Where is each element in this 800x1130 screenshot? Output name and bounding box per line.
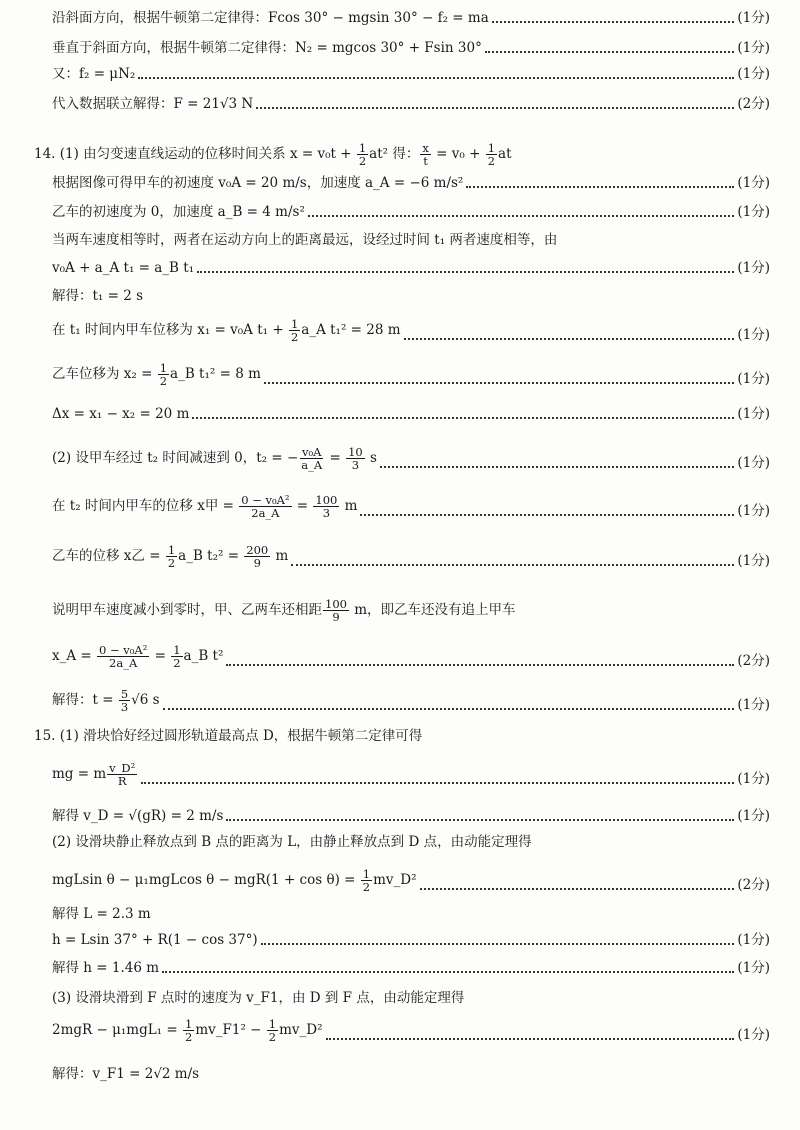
fraction-numerator: 1 (487, 141, 496, 155)
equation-text: 乙车位移为 x₂ = (52, 366, 157, 382)
dotted-leader (226, 819, 734, 821)
equation-text: √6 s (131, 692, 160, 708)
equation-text: mv_D² (279, 1022, 323, 1038)
line-text (34, 142, 512, 167)
line-text (52, 1018, 323, 1043)
score-label: (1分) (737, 771, 770, 787)
fraction (420, 142, 431, 167)
score-label: (1分) (737, 40, 770, 56)
equation-text: Δx = x₁ − x₂ = 20 m (52, 406, 190, 422)
line-text (52, 598, 516, 623)
fraction-denominator: 2 (159, 374, 168, 388)
score-label: (1分) (737, 503, 770, 519)
line-text (52, 66, 135, 82)
fraction (171, 644, 182, 669)
line-text (52, 834, 532, 850)
equation-text: m (340, 498, 358, 514)
line-text (52, 762, 138, 787)
score-label: (1分) (737, 327, 770, 343)
fraction (486, 142, 497, 167)
line-text (52, 644, 223, 669)
equation-text: 解得 h = 1.46 m (52, 960, 160, 976)
fraction-denominator: 2 (358, 154, 367, 168)
line-text (52, 175, 463, 191)
solution-line (0, 762, 800, 787)
score-label: (1分) (737, 66, 770, 82)
equation-text: 解得：t = (52, 692, 118, 708)
dotted-leader (197, 271, 734, 273)
fraction (244, 544, 270, 569)
equation-text: mgLsin θ − μ₁mgLcos θ − mgR(1 + cos θ) = (52, 872, 360, 888)
equation-text: a_B t₁² = 8 m (170, 366, 261, 382)
equation-text: 说明甲车速度减小到零时，甲、乙两车还相距 (52, 602, 322, 618)
dotted-leader (192, 417, 734, 419)
fraction (158, 362, 169, 387)
equation-text: 根据图像可得甲车的初速度 v₀A = 20 m/s，加速度 a_A = −6 m/s² (52, 175, 464, 191)
line-text (34, 728, 422, 744)
fraction-denominator: 2 (173, 656, 181, 670)
fraction-denominator: 3 (351, 458, 360, 472)
equation-text: m，即乙车还没有追上甲车 (349, 602, 516, 618)
score-label: (1分) (737, 932, 770, 948)
dotted-leader (360, 514, 734, 516)
fraction-denominator: R (117, 774, 127, 788)
line-text (52, 204, 305, 220)
fraction-denominator: a_A (301, 458, 323, 472)
dotted-leader (420, 888, 735, 890)
fraction-numerator: 1 (167, 543, 176, 557)
line-text (52, 688, 160, 713)
fraction-numerator: 100 (315, 493, 338, 507)
score-label: (1分) (737, 960, 770, 976)
score-label: (1分) (737, 10, 770, 26)
solution-line (0, 288, 800, 304)
line-text (52, 232, 557, 248)
fraction-denominator: 2 (268, 1030, 277, 1044)
line-text (52, 1066, 199, 1082)
equation-text: h = Lsin 37° + R(1 − cos 37°) (52, 932, 258, 948)
fraction-numerator: 1 (290, 317, 299, 331)
equation-text: 乙车的位移 x乙 = (52, 548, 165, 564)
fraction-numerator: 1 (268, 1017, 277, 1031)
line-text (52, 318, 401, 343)
score-label: (1分) (737, 406, 770, 422)
fraction (313, 494, 339, 519)
fraction-denominator: t (423, 154, 428, 168)
fraction-denominator: 2 (487, 154, 496, 168)
dotted-leader (162, 971, 734, 973)
dotted-leader (141, 782, 734, 784)
solution-line (0, 318, 800, 343)
fraction (239, 494, 291, 519)
equation-text: a_B t₂² = (178, 548, 244, 564)
fraction (289, 318, 300, 343)
line-text (52, 990, 464, 1006)
fraction-denominator: 3 (120, 700, 129, 714)
equation-text: 在 t₁ 时间内甲车位移为 x₁ = v₀A t₁ + (52, 322, 288, 338)
solution-line (0, 142, 800, 167)
fraction-numerator: 1 (173, 643, 181, 657)
dotted-leader (485, 51, 735, 53)
equation-text: (2) 设甲车经过 t₂ 时间减速到 0，t₂ = − (52, 450, 299, 466)
equation-text: s (365, 450, 377, 466)
solution-line (0, 1018, 800, 1043)
fraction-numerator: 0 − v₀A² (241, 493, 290, 507)
score-label: (1分) (737, 175, 770, 191)
fraction-denominator: 2 (167, 556, 176, 570)
solution-line (0, 40, 800, 56)
dotted-leader (492, 21, 735, 23)
solution-line (0, 990, 800, 1006)
dotted-leader (226, 664, 734, 666)
fraction-numerator: v₀A (302, 445, 322, 459)
equation-text: at² 得： (369, 146, 420, 162)
line-text (52, 362, 261, 387)
solution-line (0, 1066, 800, 1082)
score-label: (1分) (737, 1027, 770, 1043)
equation-text: mv_F1² − (195, 1022, 266, 1038)
solution-line (0, 494, 800, 519)
equation-text: (3) 设滑块滑到 F 点时的速度为 v_F1，由 D 到 F 点，由动能定理得 (52, 990, 465, 1006)
solution-line (0, 232, 800, 248)
line-text (52, 544, 288, 569)
solution-line (0, 868, 800, 893)
line-text (52, 906, 151, 922)
line-text (52, 868, 417, 893)
equation-text: 解得：t₁ = 2 s (52, 288, 144, 304)
fraction-denominator: 2 (290, 330, 299, 344)
fraction (166, 544, 177, 569)
dotted-leader (138, 77, 734, 79)
solution-line (0, 644, 800, 669)
fraction-numerator: x (422, 141, 429, 155)
solution-line (0, 175, 800, 191)
solution-line (0, 10, 800, 26)
solution-line (0, 598, 800, 623)
solution-line (0, 260, 800, 276)
equation-text: 解得 L = 2.3 m (52, 906, 151, 922)
line-text (52, 494, 357, 519)
solution-line (0, 406, 800, 422)
score-label: (1分) (737, 697, 770, 713)
equation-text: mv_D² (373, 872, 417, 888)
fraction-numerator: 100 (325, 597, 347, 611)
fraction-numerator: 1 (159, 361, 168, 375)
score-label: (2分) (737, 653, 770, 669)
fraction (323, 598, 349, 623)
dotted-leader (264, 382, 734, 384)
dotted-leader (326, 1038, 735, 1040)
equation-text: at (498, 146, 512, 162)
equation-text: = v₀ + (431, 146, 485, 162)
fraction (183, 1018, 194, 1043)
fraction (267, 1018, 278, 1043)
fraction-numerator: 10 (348, 445, 363, 459)
equation-text: m (271, 548, 289, 564)
dotted-leader (466, 186, 734, 188)
score-label: (1分) (737, 260, 770, 276)
equation-text: 15. (1) 滑块恰好经过圆形轨道最高点 D，根据牛顿第二定律可得 (34, 728, 423, 744)
score-label: (1分) (737, 553, 770, 569)
fraction-denominator: 2 (185, 1030, 193, 1044)
equation-text: = (292, 498, 313, 514)
solution-line (0, 960, 800, 976)
fraction (361, 868, 372, 893)
fraction (357, 142, 368, 167)
fraction-numerator: v_D² (109, 761, 136, 775)
solution-line (0, 808, 800, 824)
solution-line (0, 834, 800, 850)
line-text (52, 808, 223, 824)
equation-text: 乙车的初速度为 0，加速度 a_B = 4 m/s² (52, 204, 305, 220)
score-label: (1分) (737, 808, 770, 824)
equation-text: 14. (1) 由匀变速直线运动的位移时间关系 x = v₀t + (34, 146, 356, 162)
score-label: (1分) (737, 455, 770, 471)
solution-line (0, 66, 800, 82)
score-label: (1分) (737, 371, 770, 387)
equation-text: v₀A + a_A t₁ = a_B t₁ (52, 260, 195, 276)
equation-text: x_A = (52, 648, 97, 664)
equation-text: 在 t₂ 时间内甲车的位移 x甲 = (52, 498, 239, 514)
fraction-numerator: 1 (358, 141, 367, 155)
fraction (299, 446, 324, 471)
dotted-leader (163, 708, 735, 710)
equation-text: a_A t₁² = 28 m (301, 322, 401, 338)
fraction-numerator: 5 (120, 687, 129, 701)
solution-line (0, 204, 800, 220)
equation-text: 沿斜面方向，根据牛顿第二定律得：Fcos 30° − mgsin 30° − f₂ = ma (52, 10, 489, 26)
solution-line (0, 688, 800, 713)
line-text (52, 96, 253, 112)
equation-text: a_B t² (183, 648, 224, 664)
line-text (52, 406, 189, 422)
equation-text: 解得：v_F1 = 2√2 m/s (52, 1066, 200, 1082)
dotted-leader (261, 943, 735, 945)
equation-text: 当两车速度相等时，两者在运动方向上的距离最远，设经过时间 t₁ 两者速度相等，由 (52, 232, 558, 248)
line-text (52, 260, 194, 276)
equation-text: = (150, 648, 171, 664)
fraction-numerator: 1 (185, 1017, 193, 1031)
solution-line (0, 96, 800, 112)
fraction-numerator: 0 − v₀A² (99, 643, 148, 657)
equation-text: 垂直于斜面方向，根据牛顿第二定律得：N₂ = mgcos 30° + Fsin 30° (52, 40, 482, 56)
solution-line (0, 362, 800, 387)
fraction (346, 446, 365, 471)
line-text (52, 40, 482, 56)
dotted-leader (291, 564, 734, 566)
fraction (119, 688, 130, 713)
fraction-denominator: 9 (332, 610, 340, 624)
equation-text: (2) 设滑块静止释放点到 B 点的距离为 L，由静止释放点到 D 点，由动能定理得 (52, 834, 532, 850)
fraction-denominator: 9 (253, 556, 261, 570)
solution-line (0, 544, 800, 569)
equation-text: 2mgR − μ₁mgL₁ = (52, 1022, 182, 1038)
equation-text: 解得 v_D = √(gR) = 2 m/s (52, 808, 224, 824)
fraction-numerator: 1 (362, 867, 371, 881)
score-label: (1分) (737, 204, 770, 220)
solution-line (0, 932, 800, 948)
line-text (52, 446, 377, 471)
equation-text: mg = m (52, 766, 107, 782)
solution-line (0, 728, 800, 744)
dotted-leader (404, 338, 735, 340)
fraction-denominator: 2a_A (109, 656, 138, 670)
line-text (52, 960, 159, 976)
solution-line (0, 446, 800, 471)
dotted-leader (256, 107, 734, 109)
fraction-denominator: 3 (322, 506, 331, 520)
fraction (97, 644, 149, 669)
line-text (52, 10, 489, 26)
fraction-numerator: 200 (246, 543, 269, 557)
equation-text: 又：f₂ = μN₂ (52, 66, 136, 82)
equation-text: = (325, 450, 346, 466)
score-label: (2分) (737, 877, 770, 893)
fraction (107, 762, 137, 787)
solution-line (0, 906, 800, 922)
line-text (52, 932, 258, 948)
fraction-denominator: 2a_A (251, 506, 280, 520)
fraction-denominator: 2 (362, 880, 371, 894)
line-text (52, 288, 143, 304)
equation-text: 代入数据联立解得：F = 21√3 N (52, 96, 254, 112)
score-label: (2分) (737, 96, 770, 112)
dotted-leader (308, 215, 735, 217)
dotted-leader (380, 466, 734, 468)
